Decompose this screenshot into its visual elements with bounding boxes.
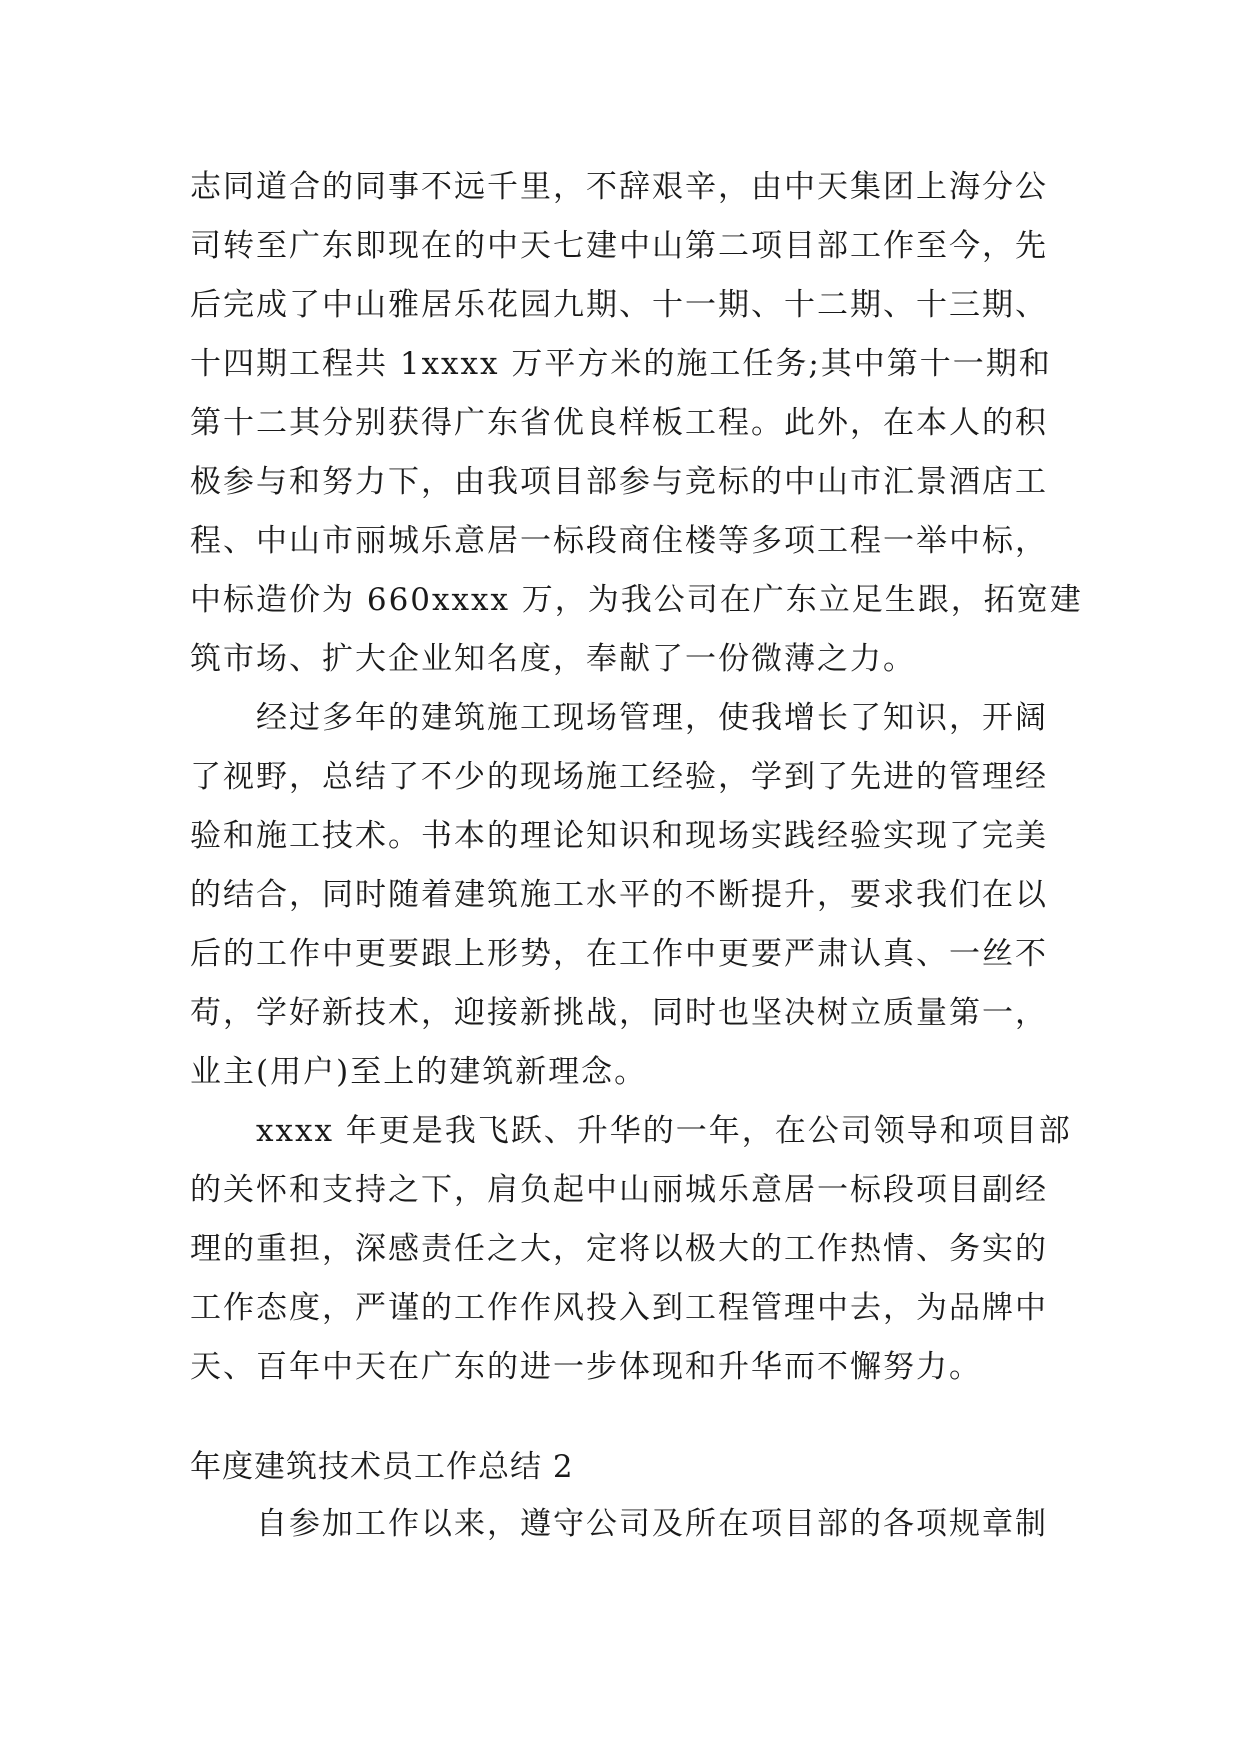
text-line: 第十二其分别获得广东省优良样板工程。此外，在本人的积 bbox=[190, 405, 1048, 441]
text-line: 中标造价为 660xxxx 万，为我公司在广东立足生跟，拓宽建 bbox=[190, 582, 1083, 618]
text-line: 的关怀和支持之下，肩负起中山丽城乐意居一标段项目副经 bbox=[190, 1172, 1048, 1208]
text-line: 极参与和努力下，由我项目部参与竞标的中山市汇景酒店工 bbox=[190, 464, 1048, 500]
paragraph-3 bbox=[190, 1102, 1072, 1397]
text-line: 工作态度，严谨的工作作风投入到工程管理中去，为品牌中 bbox=[190, 1290, 1048, 1326]
text-line: 了视野，总结了不少的现场施工经验，学到了先进的管理经 bbox=[190, 759, 1048, 795]
section-body bbox=[190, 1495, 1060, 1554]
text-line: 后的工作中更要跟上形势，在工作中更要严肃认真、一丝不 bbox=[190, 936, 1048, 972]
text-line: 司转至广东即现在的中天七建中山第二项目部工作至今，先 bbox=[190, 228, 1048, 264]
section-heading: 年度建筑技术员工作总结 2 bbox=[190, 1449, 574, 1485]
text-line: 后完成了中山雅居乐花园九期、十一期、十二期、十三期、 bbox=[190, 287, 1048, 323]
text-line: 苟，学好新技术，迎接新挑战，同时也坚决树立质量第一， bbox=[190, 995, 1048, 1031]
document-body bbox=[190, 158, 1083, 1397]
text-line: 志同道合的同事不远千里，不辞艰辛，由中天集团上海分公 bbox=[190, 169, 1048, 205]
text-line: 程、中山市丽城乐意居一标段商住楼等多项工程一举中标， bbox=[190, 523, 1048, 559]
text-line: 验和施工技术。书本的理论知识和现场实践经验实现了完美 bbox=[190, 818, 1048, 854]
text-line: xxxx 年更是我飞跃、升华的一年，在公司领导和项目部 bbox=[256, 1113, 1072, 1149]
text-line: 经过多年的建筑施工现场管理，使我增长了知识，开阔 bbox=[256, 700, 1048, 736]
text-line: 十四期工程共 1xxxx 万平方米的施工任务;其中第十一期和 bbox=[190, 346, 1052, 382]
paragraph-2 bbox=[190, 689, 1060, 1102]
paragraph-1 bbox=[190, 158, 1083, 689]
text-line: 业主(用户)至上的建筑新理念。 bbox=[190, 1054, 648, 1090]
text-line: 的结合，同时随着建筑施工水平的不断提升，要求我们在以 bbox=[190, 877, 1048, 913]
text-line: 理的重担，深感责任之大，定将以极大的工作热情、务实的 bbox=[190, 1231, 1048, 1267]
text-line: 筑市场、扩大企业知名度，奉献了一份微薄之力。 bbox=[190, 641, 916, 677]
text-line: 自参加工作以来，遵守公司及所在项目部的各项规章制 bbox=[256, 1506, 1048, 1542]
text-line: 天、百年中天在广东的进一步体现和升华而不懈努力。 bbox=[190, 1349, 982, 1385]
